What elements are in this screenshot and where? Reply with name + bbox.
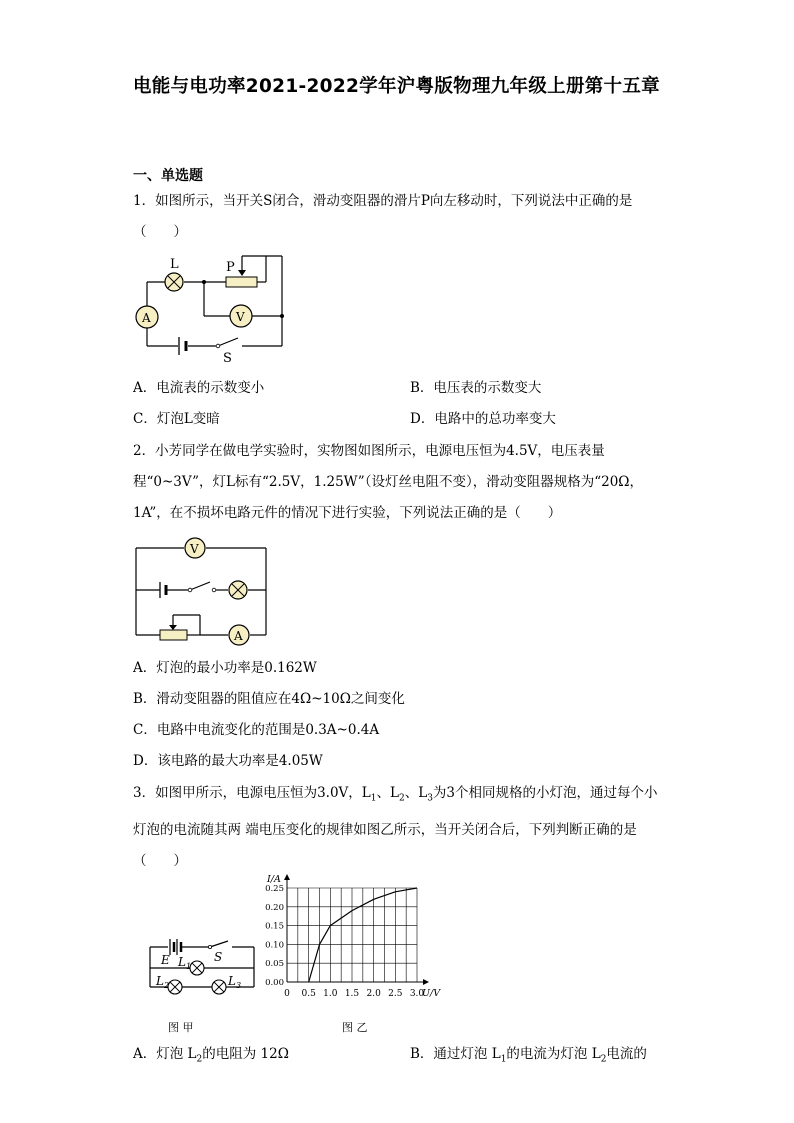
q2-rheostat: [160, 630, 187, 640]
q1-label-a: A: [142, 311, 151, 325]
q3-lamp-l2: [168, 980, 182, 994]
q3-label-s: S: [214, 950, 223, 964]
q1-label-l: L: [170, 257, 179, 272]
q2-option-b[interactable]: B．滑动变阻器的阻值应在4Ω~10Ω之间变化: [133, 691, 405, 707]
q3-lamp-l1: [190, 961, 204, 975]
paper-title: 电能与电功率2021-2022学年沪粤版物理九年级上册第十五章: [133, 76, 660, 97]
q1-lamp: [165, 273, 183, 291]
q3-label-l3: $L_3$: [228, 974, 242, 990]
y-axis-label: I/A: [267, 874, 281, 885]
q2-option-d[interactable]: D．该电路的最大功率是4.05W: [133, 753, 323, 769]
q2-battery: [160, 582, 166, 598]
q1-rheostat: [226, 277, 257, 287]
y-tick-label: 0.00: [265, 978, 284, 988]
q1-battery: [179, 337, 186, 355]
section-heading: 一、单选题: [133, 168, 203, 184]
q2-circuit-diagram: [134, 538, 274, 643]
x-tick-label: 1.5: [344, 989, 360, 999]
x-tick-label: 2.0: [366, 989, 381, 999]
x-tick-label: 3.0: [409, 989, 425, 999]
q3-iu-chart: [260, 870, 440, 1005]
y-tick-label: 0.20: [265, 902, 284, 913]
q1-label-p: P: [226, 260, 235, 275]
q3-circuit-diagram: [148, 935, 268, 1000]
q1-label-s: S: [223, 351, 232, 366]
q3-lamp-l3: [212, 980, 226, 994]
y-tick-label: 0.15: [265, 921, 284, 932]
q1-slider-arrow: [238, 270, 246, 276]
y-tick-label: 0.10: [265, 940, 284, 951]
q3-caption-right: 图 乙: [342, 1021, 368, 1034]
q3-option-a[interactable]: A．灯泡 $L_2$的电阻为 12Ω: [133, 1046, 289, 1065]
x-axis-arrow: [423, 979, 429, 985]
q1-label-v: V: [236, 310, 245, 324]
q2-label-v: V: [190, 542, 199, 556]
q1-junction: [202, 280, 206, 284]
x-tick-label: 2.5: [388, 989, 403, 999]
q1-option-a[interactable]: A．电流表的示数变小: [133, 380, 265, 396]
x-tick-label: 0.5: [301, 989, 316, 999]
q2-option-a[interactable]: A．灯泡的最小功率是0.162W: [133, 660, 317, 676]
x-axis-label: U/V: [422, 988, 441, 999]
q2-lamp: [229, 581, 247, 599]
q3-label-l1: $L_1$: [178, 955, 192, 971]
q1-option-b[interactable]: B．电压表的示数变大: [410, 380, 542, 396]
q1-option-d[interactable]: D．电路中的总功率变大: [410, 411, 556, 427]
x-tick-label: 1.0: [323, 989, 338, 999]
q3-battery: [170, 939, 181, 955]
q3-label-e: E: [161, 953, 170, 967]
q1-option-c[interactable]: C．灯泡L变暗: [133, 411, 220, 427]
q1-circuit-diagram: [130, 248, 310, 368]
q2-stem: 2．小芳同学在做电学实验时，实物图如图所示，电源电压恒为4.5V，电压表量程“0~3V”，灯L标有“2.5V，1.25W”（设灯丝电阻不变），滑动变阻器规格为“20Ω，1A”，在不损坏电路元件的情况下进行实验，下列说法正确的是（ ）: [133, 443, 643, 521]
y-tick-label: 0.25: [265, 884, 284, 894]
q3-stem: 3．如图甲所示，电源电压恒为3.0V，$L_1$、$L_2$、$L_3$为3个相同规格的小灯泡，通过每个小灯泡的电流随其两 端电压变化的规律如图乙所示，当开关闭合后，下列判断正确的是（ ）: [133, 785, 658, 869]
y-axis-arrow: [284, 874, 290, 880]
q3-caption-left: 图 甲: [168, 1021, 194, 1034]
y-tick-label: 0.05: [265, 959, 284, 970]
q2-label-a: A: [234, 629, 243, 643]
q3-label-l2: $L_2$: [156, 974, 170, 990]
x-tick-label: 0: [284, 989, 290, 999]
q2-option-c[interactable]: C．电路中电流变化的范围是0.3A~0.4A: [133, 722, 380, 738]
q3-option-b[interactable]: B．通过灯泡 $L_1$的电流为灯泡 $L_2$电流的: [410, 1046, 647, 1065]
q1-stem: 1．如图所示，当开关S闭合，滑动变阻器的滑片P向左移动时，下列说法中正确的是（ ）: [133, 193, 633, 240]
